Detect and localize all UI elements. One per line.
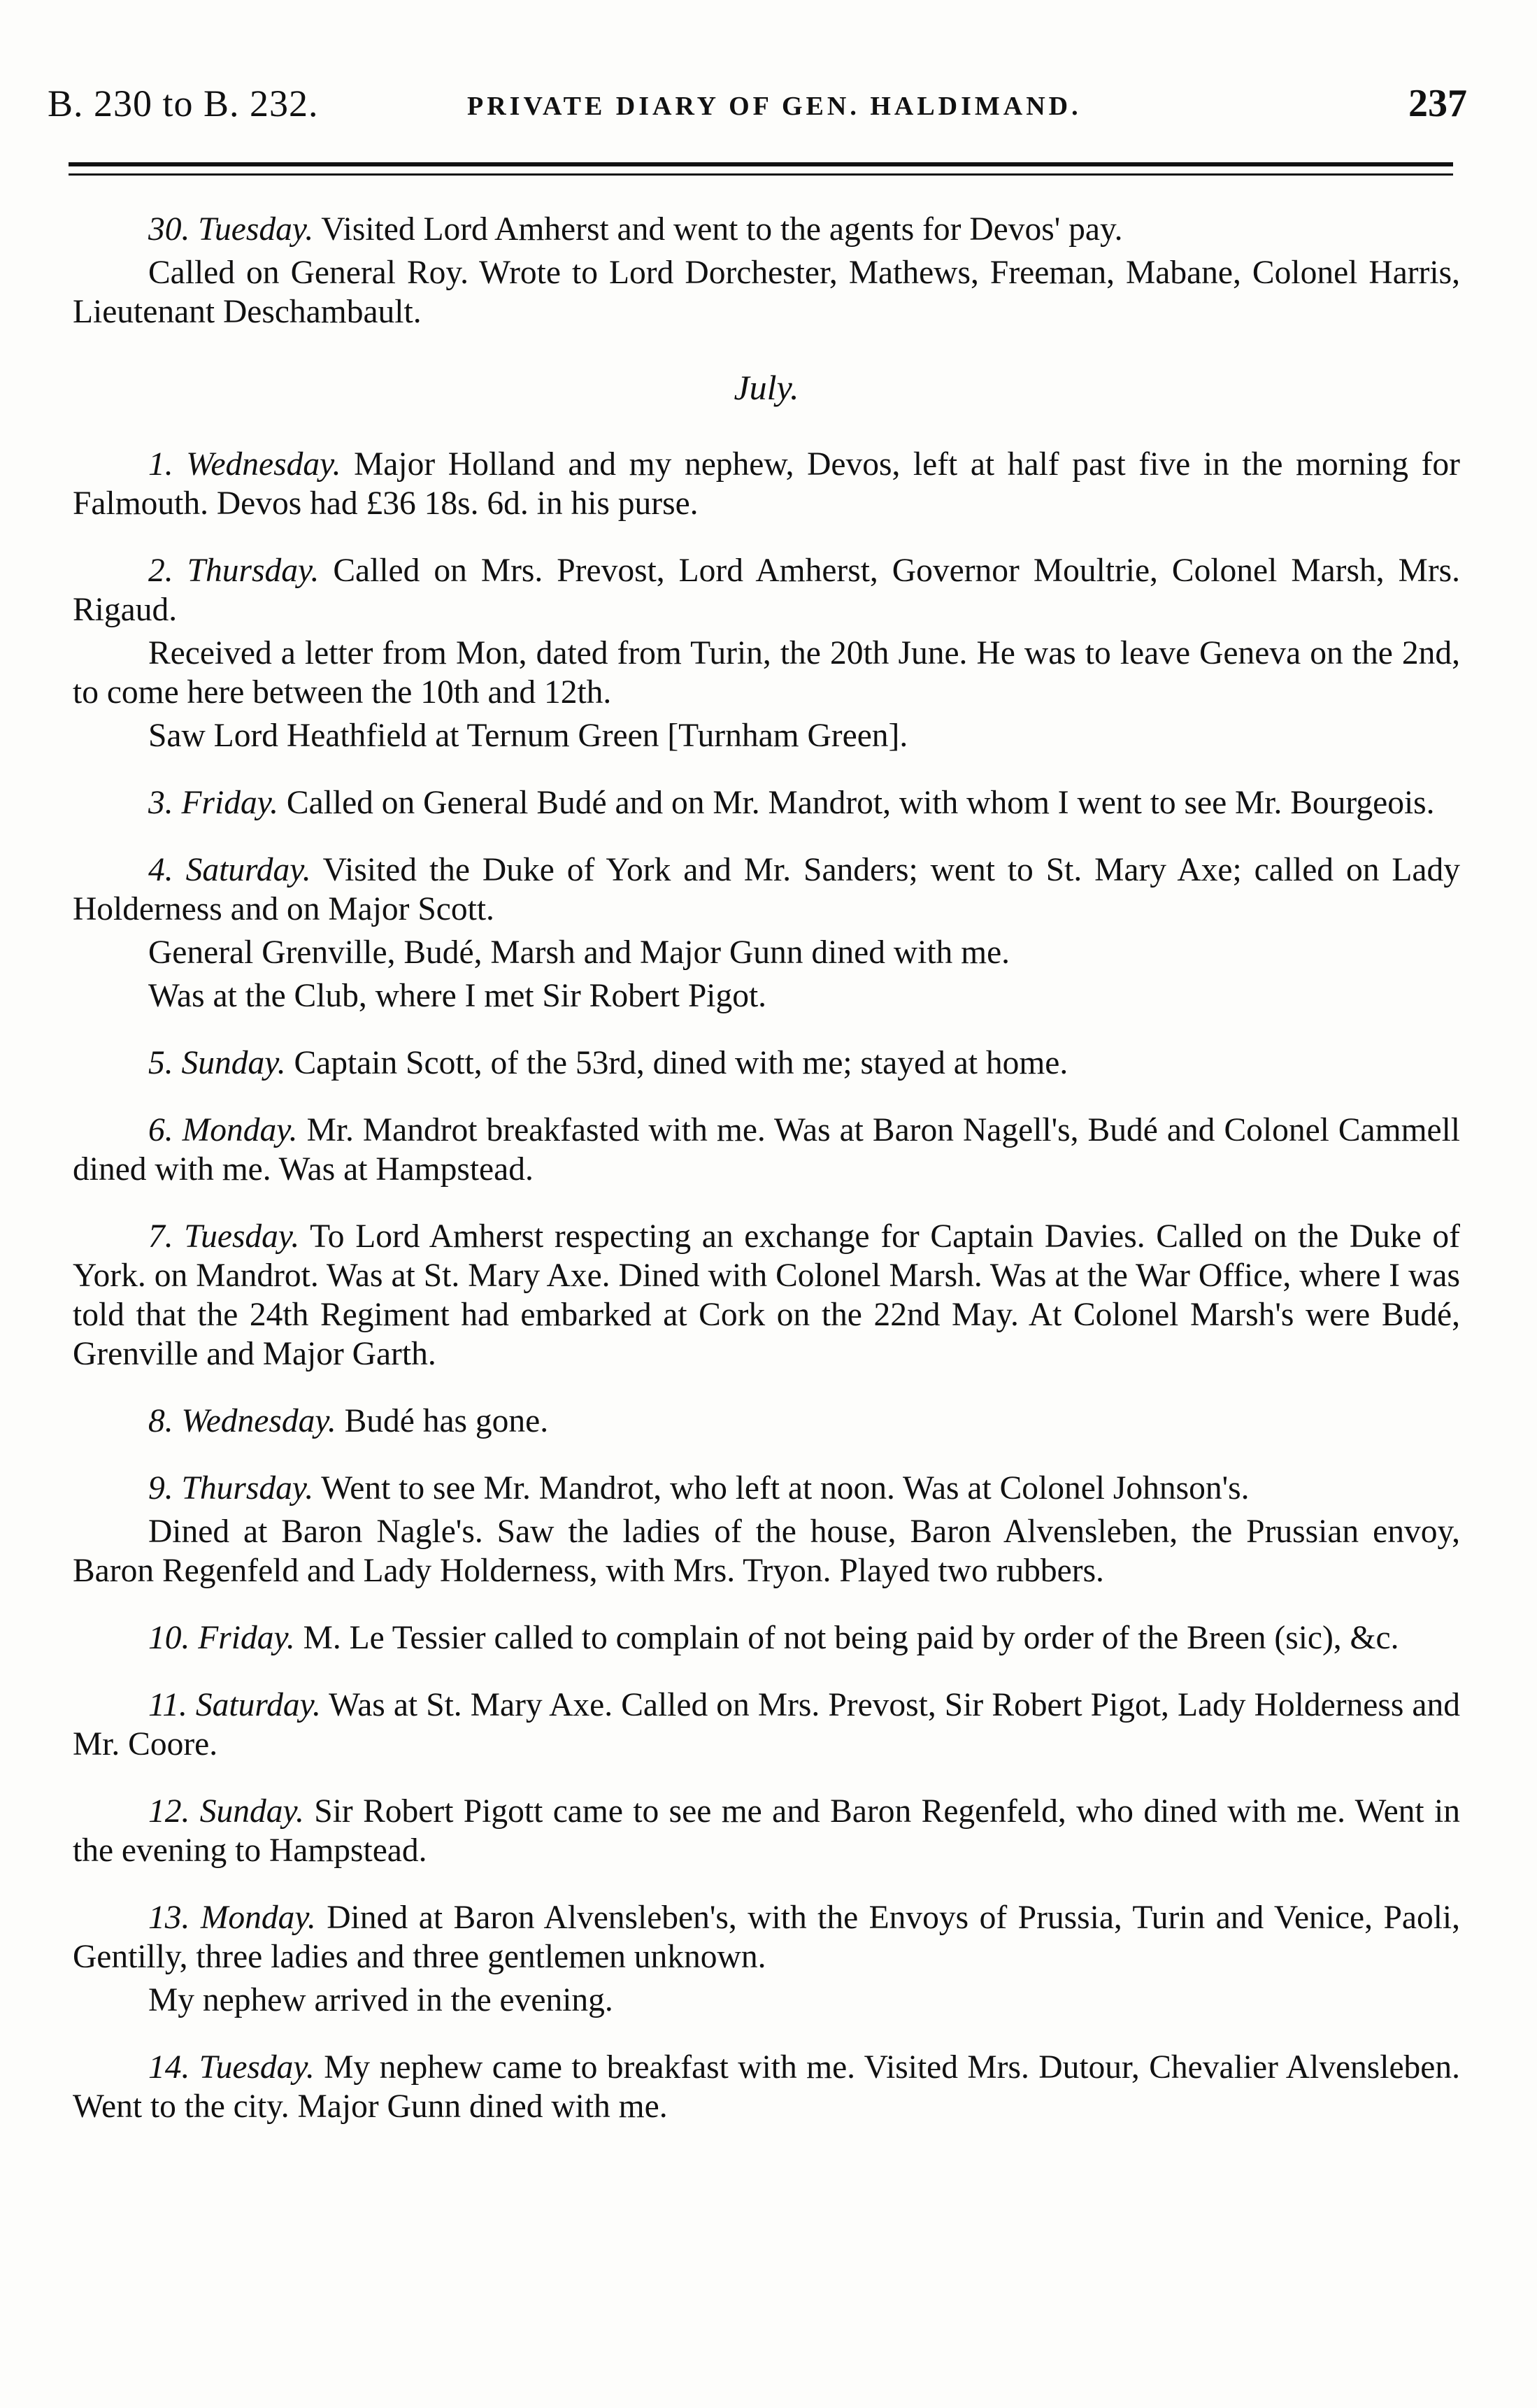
- entry-text: Visited the Duke of York and Mr. Sanders; went to St. Mary Axe; called on Lady Holderness and on Major Scott.: [73, 852, 1460, 927]
- entry-date: 14. Tuesday.: [148, 2049, 315, 2086]
- diary-entry: [73, 2048, 1460, 2126]
- diary-entry: [73, 1402, 1460, 1441]
- diary-entry: [73, 1111, 1460, 1189]
- entry-date: 30. Tuesday.: [148, 211, 314, 248]
- entry-date: 4. Saturday.: [148, 852, 311, 888]
- diary-entry: [73, 551, 1460, 629]
- running-header: [48, 41, 1467, 125]
- entry-date: 2. Thursday.: [148, 553, 320, 589]
- entry-date: 3. Friday.: [148, 785, 279, 821]
- diary-entry: [73, 1898, 1460, 1976]
- header-title: PRIVATE DIARY OF GEN. HALDIMAND.: [467, 92, 1082, 121]
- entry-text: Budé has gone.: [336, 1403, 549, 1439]
- entry-date: 5. Sunday.: [148, 1045, 286, 1081]
- diary-paragraph: [73, 1981, 1460, 2020]
- entry-text: General Grenville, Budé, Marsh and Major Gunn dined with me.: [148, 934, 1010, 971]
- diary-entry: [73, 1792, 1460, 1870]
- entry-text: M. Le Tessier called to complain of not being paid by order of the Breen (sic), &c.: [294, 1620, 1399, 1656]
- header-rule-thin: [69, 173, 1453, 176]
- entry-text: Went to see Mr. Mandrot, who left at noon. Was at Colonel Johnson's.: [313, 1470, 1250, 1506]
- header-rule-thick: [69, 162, 1453, 166]
- entry-date: 1. Wednesday.: [148, 446, 341, 483]
- entry-date: 13. Monday.: [148, 1900, 316, 1936]
- diary-paragraph: [73, 716, 1460, 755]
- entry-text: Visited Lord Amherst and went to the agents for Devos' pay.: [313, 211, 1123, 248]
- entry-text: My nephew came to breakfast with me. Visited Mrs. Dutour, Chevalier Alvensleben. Went to the city. Major Gunn dined with me.: [73, 2049, 1461, 2125]
- entry-text: Was at the Club, where I met Sir Robert Pigot.: [148, 978, 767, 1014]
- entry-date: 12. Sunday.: [148, 1793, 304, 1830]
- diary-entry: [73, 1217, 1460, 1374]
- diary-paragraph: [73, 253, 1460, 332]
- diary-paragraph: [73, 1512, 1460, 1590]
- diary-entry: [73, 445, 1460, 523]
- diary-entry: [73, 1469, 1460, 1508]
- entry-text: Sir Robert Pigott came to see me and Baron Regenfeld, who dined with me. Went in the evening to Hampstead.: [73, 1793, 1460, 1869]
- entry-text: My nephew arrived in the evening.: [148, 1982, 613, 2018]
- entry-text: Saw Lord Heathfield at Ternum Green [Turnham Green].: [148, 718, 908, 754]
- entry-text: Received a letter from Mon, dated from Turin, the 20th June. He was to leave Geneva on the 2nd, to come here between the 10th and 12th.: [73, 635, 1460, 711]
- entry-text: Dined at Baron Nagle's. Saw the ladies of the house, Baron Alvensleben, the Prussian envoy, Baron Regenfeld and Lady Holderness, with Mrs. Tryon. Played two rubbers.: [73, 1513, 1460, 1589]
- diary-paragraph: [73, 976, 1460, 1016]
- entry-date: 7. Tuesday.: [148, 1218, 300, 1255]
- entry-text: Captain Scott, of the 53rd, dined with me; stayed at home.: [285, 1045, 1068, 1081]
- entry-text: To Lord Amherst respecting an exchange for Captain Davies. Called on the Duke of York. on Mandrot. Was at St. Mary Axe. Dined with Colonel Marsh. Was at the War Office, where I was told that the 24th Regiment had embarked at Cork on the 22nd May. At Colonel Marsh's were Budé, Grenville and Major Garth.: [73, 1218, 1460, 1372]
- entry-text: Major Holland and my nephew, Devos, left at half past five in the morning for Falmouth. Devos had £36 18s. 6d. in his purse.: [73, 446, 1460, 522]
- diary-entry: [73, 850, 1460, 929]
- diary-paragraph: [73, 634, 1460, 712]
- header-entry-range: B. 230 to B. 232.: [48, 83, 319, 124]
- diary-entry: [73, 210, 1460, 249]
- entry-text: Dined at Baron Alvensleben's, with the Envoys of Prussia, Turin and Venice, Paoli, Gentilly, three ladies and three gentlemen unknown.: [73, 1900, 1460, 1975]
- entry-date: 10. Friday.: [148, 1620, 295, 1656]
- diary-entry: [73, 1618, 1460, 1658]
- entry-text: Called on General Budé and on Mr. Mandrot, with whom I went to see Mr. Bourgeois.: [278, 785, 1435, 821]
- diary-entry: [73, 1686, 1460, 1764]
- diary-entry: [73, 1043, 1460, 1083]
- diary-body: [73, 210, 1460, 2126]
- entry-date: 6. Monday.: [148, 1112, 298, 1148]
- entry-date: 11. Saturday.: [148, 1687, 321, 1723]
- diary-paragraph: [73, 933, 1460, 972]
- entry-date: 9. Thursday.: [148, 1470, 314, 1506]
- month-heading: July.: [734, 368, 799, 407]
- entry-date: 8. Wednesday.: [148, 1403, 336, 1439]
- page-number: 237: [1408, 82, 1467, 125]
- entry-text: Was at St. Mary Axe. Called on Mrs. Prevost, Sir Robert Pigot, Lady Holderness and Mr. Coore.: [73, 1687, 1460, 1762]
- diary-entry: [73, 783, 1460, 822]
- entry-text: Called on Mrs. Prevost, Lord Amherst, Governor Moultrie, Colonel Marsh, Mrs. Rigaud.: [73, 553, 1460, 628]
- entry-text: Mr. Mandrot breakfasted with me. Was at Baron Nagell's, Budé and Colonel Cammell dined with me. Was at Hampstead.: [73, 1112, 1461, 1188]
- entry-text: Called on General Roy. Wrote to Lord Dorchester, Mathews, Freeman, Mabane, Colonel Harris, Lieutenant Deschambault.: [73, 255, 1460, 330]
